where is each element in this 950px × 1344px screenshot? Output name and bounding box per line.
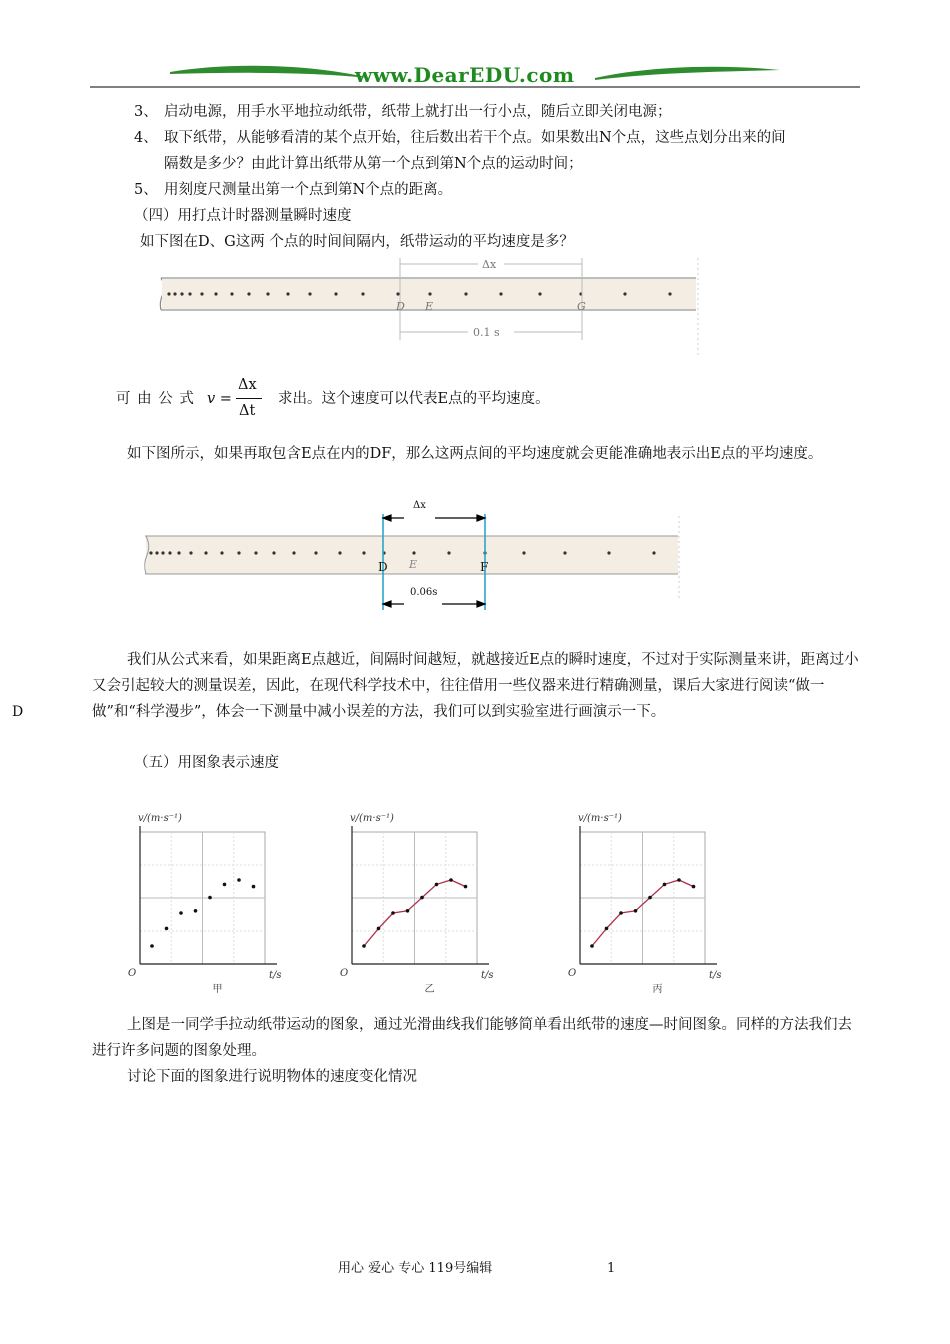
graph-caption: 丙 [652,984,663,995]
section-4-question: 如下图在D、G这两 个点的时间间隔内，纸带运动的平均速度是多？ [140,234,574,250]
graph-point [677,878,681,882]
formula-suffix: 求出。这个速度可以代表E点的平均速度。 [278,391,550,407]
graph-point [619,911,623,915]
graph-x-label: t/s [269,970,282,981]
graph-caption: 乙 [424,984,435,995]
graph-point [648,896,652,900]
site-url[interactable]: www.DearEDU.com [355,63,575,87]
section-5-title: （五）用图象表示速度 [134,755,279,771]
graphs-svg [128,808,728,998]
graphs-row [128,808,728,998]
tape-2-label-D: D [378,560,388,574]
step-4-continued: 隔数是多少？由此计算出纸带从第一个点到第N个点的运动时间； [164,156,583,172]
tape-1-label-G: G [577,300,586,313]
tape-2-interval: 0.06s [410,587,438,598]
page-number: 1 [607,1261,616,1276]
step-3 [134,101,672,123]
graph-point [208,896,212,900]
graph-point [252,885,256,889]
tape-figure-2 [142,498,687,616]
paragraph-discuss: 讨论下面的图象进行说明物体的速度变化情况 [127,1069,417,1085]
formula-fraction-bar [236,398,262,399]
tape-figure-1 [158,250,706,360]
graph-point [605,927,609,931]
tape-1-label-D: D [396,300,405,313]
graph-1 [128,813,282,995]
step-3-text: 启动电源，用手水平地拉动纸带，纸带上就打出一行小点，随后立即关闭电源； [164,104,672,120]
step-5-num: 5、 [134,182,158,198]
graph-point [464,885,468,889]
step-4 [134,127,786,149]
graph-point [449,878,453,882]
graph-3 [568,813,722,995]
footer-text: 用心 爱心 专心 119号编辑 [338,1261,493,1276]
graph-point [165,927,169,931]
graph-2 [340,813,494,995]
graph-point [420,896,424,900]
step-3-num: 3、 [134,104,158,120]
graph-y-label: v/(m·s⁻¹) [138,813,182,824]
tape-1-interval: 0.1 s [473,326,500,339]
step-5-text: 用刻度尺测量出第一个点到第N个点的距离。 [164,182,453,198]
step-4-text: 取下纸带，从能够看清的某个点开始，往后数出若干个点。如果数出N个点，这些点划分出来的间 [164,130,786,146]
graph-point [362,944,366,948]
formula-numerator: Δx [238,377,257,393]
tape-2-delta-x: Δx [413,500,426,511]
graph-point [692,885,696,889]
graph-point [194,909,198,913]
graph-origin: O [340,968,349,979]
graph-y-label: v/(m·s⁻¹) [578,813,622,824]
graph-point [590,944,594,948]
tape-1-delta-x: Δx [482,258,497,271]
graph-point [663,883,667,887]
page-header [90,60,860,90]
graph-caption: 甲 [212,984,223,995]
graph-point [179,911,183,915]
graph-point [634,909,638,913]
step-5 [134,179,452,201]
tape-1-label-E: E [425,300,434,313]
graph-point [223,883,227,887]
step-4-num: 4、 [134,130,158,146]
header-swoosh-right [595,67,780,80]
paragraph-graph: 上图是一同学手拉动纸带运动的图象，通过光滑曲线我们能够简单看出纸带的速度—时间图象。同样的方法我们去进行许多问题的图象处理。 [92,1017,852,1059]
graph-y-label: v/(m·s⁻¹) [350,813,394,824]
margin-label-D: D [12,704,24,720]
graph-point [150,944,154,948]
tape-2-label-E: E [409,558,418,571]
graph-point [406,909,410,913]
formula-v: v = [207,391,232,407]
tape-2-label-F: F [480,560,489,574]
header-swoosh-left [170,66,370,78]
paragraph-df: 如下图所示，如果再取包含E点在内的DF，那么这两点间的平均速度就会更能准确地表示出E点的平均速度。 [127,446,823,462]
graph-point [377,927,381,931]
section-4-title: （四）用打点计时器测量瞬时速度 [134,208,352,224]
paragraph-formula-discussion: 我们从公式来看，如果距离E点越近，间隔时间越短，就越接近E点的瞬时速度，不过对于实际测量来讲，距离过小又会引起较大的测量误差，因此，在现代科学技术中，往往借用一些仪器来进行精确测量，课后大家进行阅读“做一做”和“科学漫步”，体会一下测量中减小误差的方法，我们可以到实验室进行画演示一下。 [92,652,859,720]
graph-x-label: t/s [709,970,722,981]
graph-point [391,911,395,915]
graph-origin: O [568,968,577,979]
graph-point [237,878,241,882]
formula-denominator: Δt [239,403,256,419]
graph-origin: O [128,968,137,979]
graph-x-label: t/s [481,970,494,981]
graph-point [435,883,439,887]
formula-prefix: 可 由 公 式 [116,391,195,407]
